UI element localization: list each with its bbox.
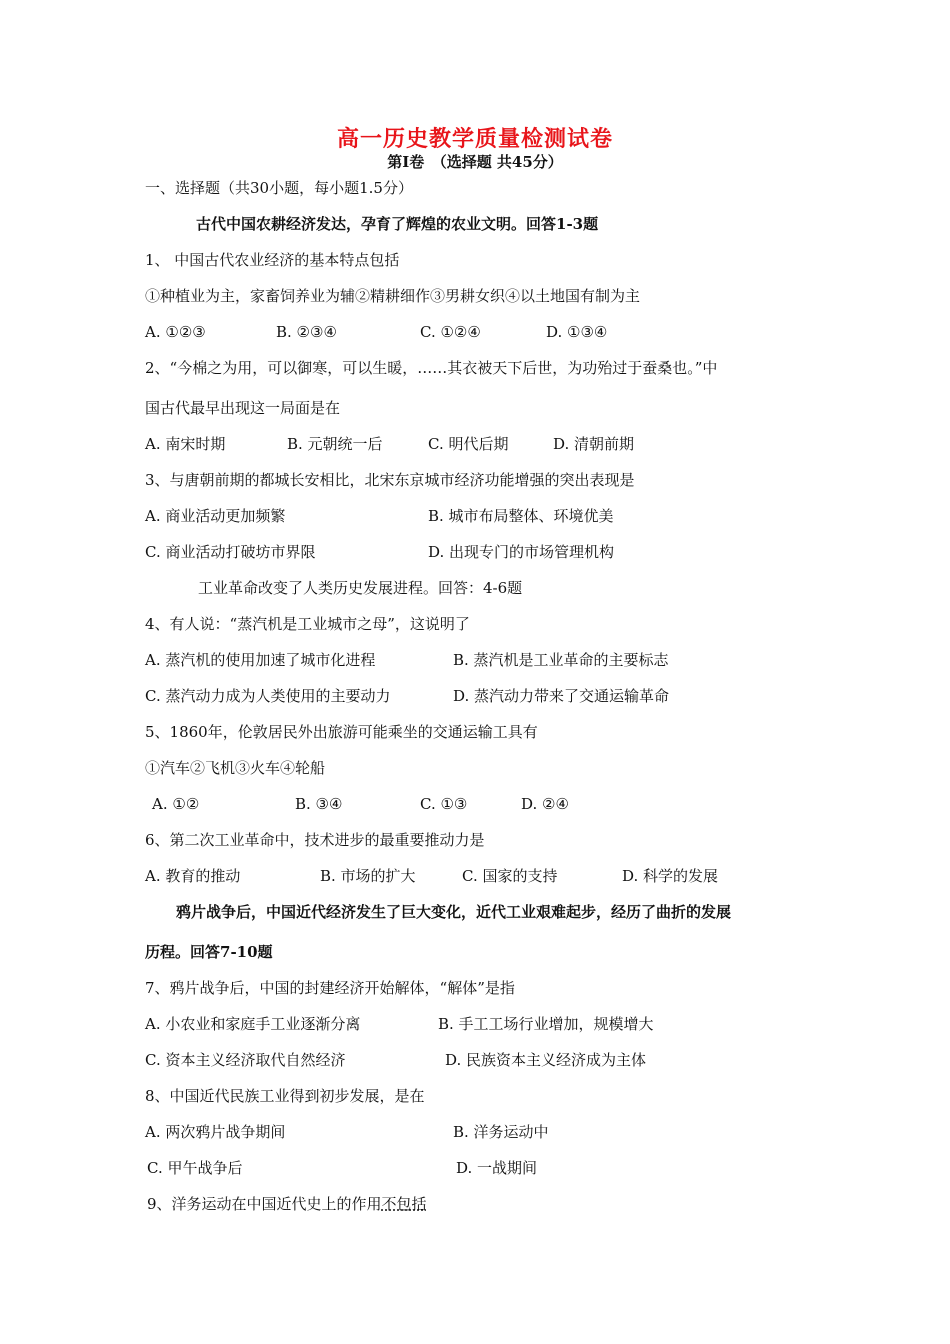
- question-9-stem-emphasis: 不包括: [381, 1195, 427, 1213]
- question-3-option-b: B. 城市布局整体、环境优美: [428, 507, 614, 525]
- question-3-option-d: D. 出现专门的市场管理机构: [428, 543, 615, 561]
- question-5-option-b: B. ③④: [295, 795, 343, 813]
- group-intro-3-line-2: 历程。回答7-10题: [145, 943, 273, 961]
- question-8-option-b: B. 洋务运动中: [453, 1123, 549, 1141]
- question-4-option-d: D. 蒸汽动力带来了交通运输革命: [453, 687, 670, 705]
- question-1-stem: 1、 中国古代农业经济的基本特点包括: [145, 251, 400, 269]
- question-4-option-b: B. 蒸汽机是工业革命的主要标志: [453, 651, 669, 669]
- group-intro-2: 工业革命改变了人类历史发展进程。回答：4-6题: [198, 579, 523, 597]
- question-8-option-d: D. 一战期间: [456, 1159, 538, 1177]
- question-2-option-d: D. 清朝前期: [553, 435, 635, 453]
- question-1-option-b: B. ②③④: [276, 323, 337, 341]
- question-7-option-d: D. 民族资本主义经济成为主体: [445, 1051, 647, 1069]
- question-2-stem-line-1: 2、“今棉之为用，可以御寒，可以生暖，……其衣被天下后世，为功殆过于蚕桑也。”中: [145, 359, 718, 377]
- question-2-option-c: C. 明代后期: [428, 435, 509, 453]
- question-6-option-b: B. 市场的扩大: [320, 867, 416, 885]
- question-8-option-c: C. 甲午战争后: [147, 1159, 243, 1177]
- question-2-option-a: A. 南宋时期: [145, 435, 226, 453]
- question-2-option-b: B. 元朝统一后: [287, 435, 383, 453]
- question-5-option-c: C. ①③: [420, 795, 468, 813]
- question-8-stem: 8、中国近代民族工业得到初步发展，是在: [145, 1087, 425, 1105]
- question-6-option-a: A. 教育的推动: [145, 867, 241, 885]
- question-4-option-c: C. 蒸汽动力成为人类使用的主要动力: [145, 687, 391, 705]
- question-6-option-c: C. 国家的支持: [462, 867, 558, 885]
- question-6-option-d: D. 科学的发展: [622, 867, 719, 885]
- question-7-option-a: A. 小农业和家庭手工业逐渐分离: [145, 1015, 361, 1033]
- question-8-option-a: A. 两次鸦片战争期间: [145, 1123, 286, 1141]
- question-3-option-c: C. 商业活动打破坊市界限: [145, 543, 316, 561]
- question-1-option-a: A. ①②③: [145, 323, 206, 341]
- question-5-option-d: D. ②④: [521, 795, 569, 813]
- question-1-option-c: C. ①②④: [420, 323, 481, 341]
- question-5-stem: 5、1860年，伦敦居民外出旅游可能乘坐的交通运输工具有: [145, 723, 538, 741]
- group-intro-1: 古代中国农耕经济发达，孕育了辉煌的农业文明。回答1-3题: [196, 215, 599, 233]
- section-heading: 一、选择题（共30小题，每小题1.5分）: [145, 179, 413, 197]
- question-1-option-d: D. ①③④: [546, 323, 608, 341]
- question-7-option-b: B. 手工工场行业增加，规模增大: [438, 1015, 654, 1033]
- group-intro-3-line-1: 鸦片战争后，中国近代经济发生了巨大变化，近代工业艰难起步，经历了曲折的发展: [176, 903, 732, 921]
- question-3-stem: 3、与唐朝前期的都城长安相比，北宋东京城市经济功能增强的突出表现是: [145, 471, 635, 489]
- question-1-items: ①种植业为主，家畜饲养业为辅②精耕细作③男耕女织④以土地国有制为主: [145, 287, 641, 305]
- question-7-option-c: C. 资本主义经济取代自然经济: [145, 1051, 346, 1069]
- question-5-items: ①汽车②飞机③火车④轮船: [145, 759, 326, 777]
- page-subtitle: 第Ⅰ卷 （选择题 共45分）: [387, 153, 563, 171]
- question-6-stem: 6、第二次工业革命中，技术进步的最重要推动力是: [145, 831, 485, 849]
- question-2-stem-line-2: 国古代最早出现这一局面是在: [145, 399, 341, 417]
- question-3-option-a: A. 商业活动更加频繁: [145, 507, 286, 525]
- question-5-option-a: A. ①②: [152, 795, 200, 813]
- question-4-option-a: A. 蒸汽机的使用加速了城市化进程: [145, 651, 376, 669]
- question-9-stem: [147, 1194, 427, 1214]
- question-9-stem-text: 9、洋务运动在中国近代史上的作用: [147, 1195, 382, 1213]
- question-7-stem: 7、鸦片战争后，中国的封建经济开始解体，“解体”是指: [145, 979, 515, 997]
- page-title: 高一历史教学质量检测试卷: [336, 126, 613, 152]
- question-4-stem: 4、有人说：“蒸汽机是工业城市之母”，这说明了: [145, 615, 470, 633]
